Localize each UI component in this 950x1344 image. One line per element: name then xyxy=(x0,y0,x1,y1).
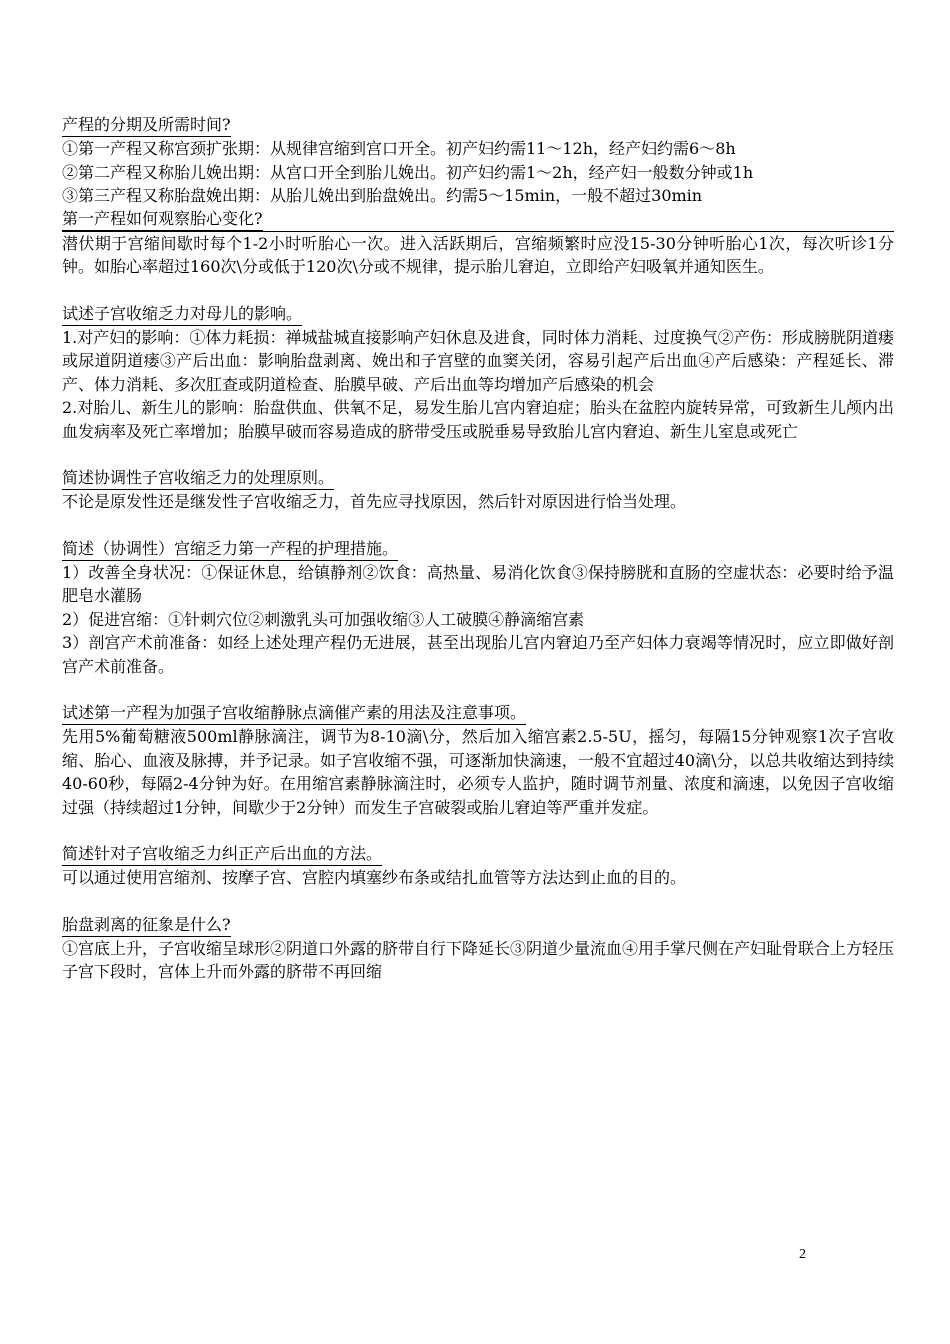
answer-paragraph: ①宫底上升，子宫收缩呈球形②阴道口外露的脐带自行下降延长③阴道少量流血④用手掌尺侧在产妇耻骨联合上方轻压子宫下段时，宫体上升而外露的脐带不再回缩 xyxy=(62,938,895,981)
question-heading: 胎盘剥离的征象是什么? xyxy=(62,914,231,937)
section-spacer xyxy=(62,514,894,538)
answer-paragraph: 1）改善全身状况：①保证休息，给镇静剂②饮食：高热量、易消化饮食③保持膀胱和直肠的空虚状态：必要时给予温肥皂水灌肠 xyxy=(62,562,894,605)
answer-line: ③第三产程又称胎盘娩出期：从胎儿娩出到胎盘娩出。约需5～15min，一般不超过30min xyxy=(62,186,703,205)
section-spacer xyxy=(62,443,894,467)
section-spacer xyxy=(62,678,894,702)
answer-paragraph: 2.对胎儿、新生儿的影响：胎盘供血、供氧不足，易发生胎儿宫内窘迫症；胎头在盆腔内旋转异常，可致新生儿颅内出血发病率及死亡率增加；胎膜早破而容易造成的脐带受压或脱垂易导致胎儿宫内窘迫、新生儿室息或死亡 xyxy=(62,398,894,441)
question-heading: 试述子宫收缩乏力对母儿的影响。 xyxy=(62,303,302,326)
section-spacer xyxy=(62,279,894,303)
page-number: 2 xyxy=(799,1247,806,1262)
answer-paragraph: 潜伏期于宫缩间歇时每个1-2小时听胎心一次。进入活跃期后，宫缩频繁时应没15-30分钟听胎心1次，每次听诊1分钟。如胎心率超过160次\分或低于120次\分或不规律，提示胎儿窘迫，立即给产妇吸氧并通知医生。 xyxy=(62,231,894,279)
answer-line: ①第一产程又称宫颈扩张期：从规律宫缩到宫口开全。初产妇约需11～12h，经产妇约需6～8h xyxy=(62,139,736,158)
section-spacer xyxy=(62,819,894,843)
answer-paragraph: 可以通过使用宫缩剂、按摩子宫、宫腔内填塞纱布条或结扎血管等方法达到止血的目的。 xyxy=(62,868,687,887)
answer-paragraph: 不论是原发性还是继发性子宫收缩乏力，首先应寻找原因，然后针对原因进行恰当处理。 xyxy=(62,492,687,511)
answer-paragraph: 1.对产妇的影响：①体力耗损：禅城盐城直接影响产妇休息及进食，同时体力消耗、过度换气②产伤：形成膀胱阴道瘘或尿道阴道瘘③产后出血：影响胎盘剥离、娩出和子宫壁的血窦关闭，容易引起产后出血④产后感染：产程延长、滞产、体力消耗、多次肛查或阴道检查、胎膜早破、产后出血等均增加产后感染的机会 xyxy=(62,327,894,394)
section-spacer xyxy=(62,890,894,914)
question-heading: 试述第一产程为加强子宫收缩静脉点滴催产素的用法及注意事项。 xyxy=(62,702,526,725)
document-page xyxy=(62,114,894,984)
answer-paragraph: 3）剖宫产术前准备：如经上述处理产程仍无进展，甚至出现胎儿宫内窘迫乃至产妇体力衰竭等情况时，应立即做好剖宫产术前准备。 xyxy=(62,633,894,676)
question-heading: 简述协调性子宫收缩乏力的处理原则。 xyxy=(62,467,334,490)
question-heading: 产程的分期及所需时间? xyxy=(62,114,231,137)
question-heading: 第一产程如何观察胎心变化? xyxy=(62,208,263,231)
answer-paragraph: 先用5%葡萄糖液500ml静脉滴注，调节为8-10滴\分，然后加入缩宫素2.5-5U，摇匀，每隔15分钟观察1次子宫收缩、胎心、血液及脉搏，并予记录。如子宫收缩不强，可逐渐加快滴速，一般不宜超过40滴\分，以总共收缩达到持续40-60秒，每隔2-4分钟为好。在用缩宫素静脉滴注时，必须专人监护，随时调节剂量、浓度和滴速，以免因子宫收缩过强（持续超过1分钟，间歇少于2分钟）而发生子宫破裂或胎儿窘迫等严重并发症。 xyxy=(62,727,894,817)
question-heading: 简述（协调性）宫缩乏力第一产程的护理措施。 xyxy=(62,538,398,561)
question-heading: 简述针对子宫收缩乏力纠正产后出血的方法。 xyxy=(62,843,382,866)
answer-paragraph: 2）促进宫缩：①针刺穴位②刺激乳头可加强收缩③人工破膜④静滴缩宫素 xyxy=(62,609,585,629)
answer-line: ②第二产程又称胎儿娩出期：从宫口开全到胎儿娩出。初产妇约需1～2h，经产妇一般数分钟或1h xyxy=(62,162,754,182)
